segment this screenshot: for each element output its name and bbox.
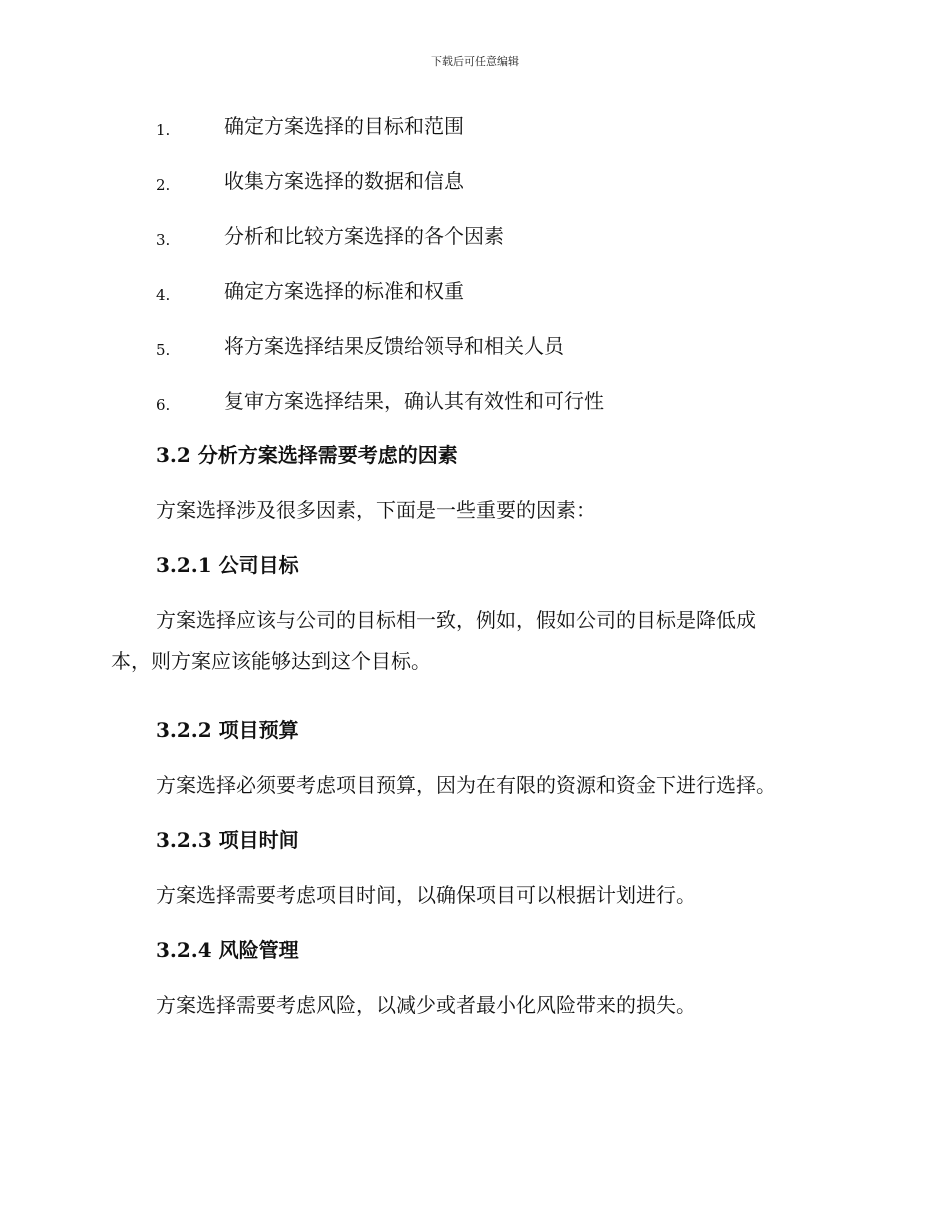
paragraph-line: 本，则方案应该能够达到这个目标。 (111, 649, 431, 673)
section-heading-3-2-2: 3.2.2 项目预算 (156, 718, 299, 742)
list-item (0, 387, 950, 442)
page-header: 下载后可任意编辑 (431, 55, 519, 68)
list-item (0, 277, 950, 332)
list-item-text: 确定方案选择的目标和范围 (224, 114, 464, 138)
list-item-text: 复审方案选择结果，确认其有效性和可行性 (224, 389, 604, 413)
list-item (0, 222, 950, 277)
list-item (0, 167, 950, 222)
list-item-text: 分析和比较方案选择的各个因素 (224, 224, 504, 248)
list-item-number: 2. (156, 176, 171, 194)
list-item-text: 将方案选择结果反馈给领导和相关人员 (224, 334, 564, 358)
section-3-2-2-paragraph: 方案选择必须要考虑项目预算，因为在有限的资源和资金下进行选择。 (156, 773, 776, 797)
list-item (0, 112, 950, 167)
document-body (0, 441, 950, 1046)
section-3-2-4-paragraph: 方案选择需要考虑风险，以减少或者最小化风险带来的损失。 (156, 993, 696, 1017)
section-3-2-3-paragraph: 方案选择需要考虑项目时间，以确保项目可以根据计划进行。 (156, 883, 696, 907)
list-item-number: 3. (156, 231, 171, 249)
section-3-2-intro: 方案选择涉及很多因素，下面是一些重要的因素： (156, 498, 596, 522)
list-item (0, 332, 950, 387)
section-heading-3-2-4: 3.2.4 风险管理 (156, 938, 299, 962)
list-item-number: 6. (156, 396, 171, 414)
numbered-list (0, 112, 950, 442)
section-heading-3-2-3: 3.2.3 项目时间 (156, 828, 299, 852)
list-item-number: 4. (156, 286, 171, 304)
paragraph-line: 方案选择应该与公司的目标相一致，例如，假如公司的目标是降低成 (156, 608, 756, 632)
list-item-number: 5. (156, 341, 171, 359)
list-item-text: 确定方案选择的标准和权重 (224, 279, 464, 303)
list-item-text: 收集方案选择的数据和信息 (224, 169, 464, 193)
section-heading-3-2-1: 3.2.1 公司目标 (156, 553, 299, 577)
section-3-2-1-paragraph (0, 606, 950, 716)
list-item-number: 1. (156, 121, 171, 139)
section-heading-3-2: 3.2 分析方案选择需要考虑的因素 (156, 443, 458, 467)
